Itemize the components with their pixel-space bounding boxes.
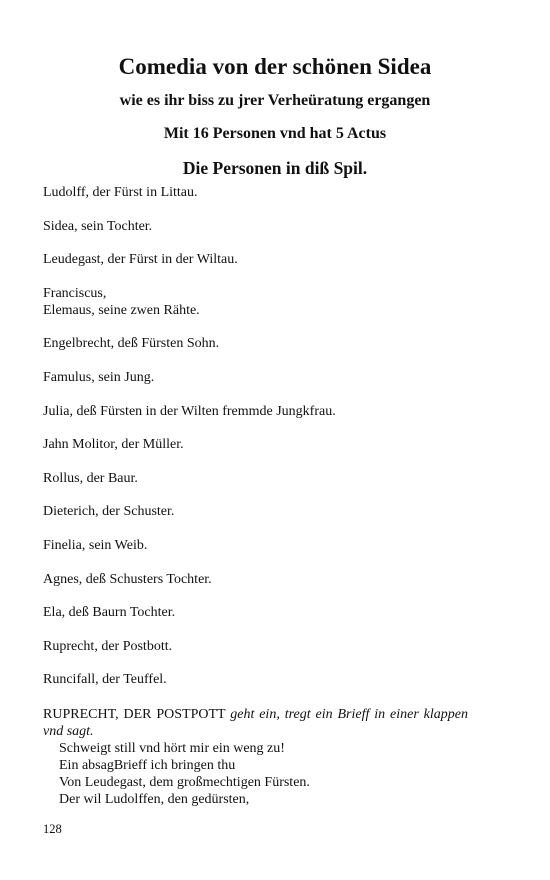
- speaker-name: RUPRECHT, DER POSTPOTT: [43, 707, 226, 722]
- verse-line: Schweigt still vnd hört mir ein weng zu!: [59, 741, 285, 756]
- person-line: Runcifall, der Teuffel.: [43, 672, 167, 688]
- verse-line: Ein absagBrieff ich bringen thu: [59, 758, 236, 773]
- person-line: Ludolff, der Fürst in Littau.: [43, 185, 198, 200]
- person-line: Ruprecht, der Postbott.: [43, 638, 173, 654]
- person-entry: [43, 369, 473, 386]
- person-entry: [43, 335, 473, 352]
- person-entry: [43, 571, 473, 588]
- persons-list: [43, 184, 473, 705]
- play-title: Comedia von der schönen Sidea: [118, 54, 432, 79]
- person-entry: [43, 638, 473, 655]
- verse-line: Von Leudegast, dem großmechtigen Fürsten.: [59, 775, 310, 790]
- person-line: Leudegast, der Fürst in der Wiltau.: [43, 252, 238, 268]
- cast-note: Mit 16 Personen vnd hat 5 Actus: [163, 125, 387, 142]
- person-line: Elemaus, seine zwen Rähte.: [43, 302, 200, 318]
- person-line: Famulus, sein Jung.: [43, 369, 155, 385]
- verse-line: Der wil Ludolffen, den gedürsten,: [59, 792, 250, 807]
- person-entry: [43, 671, 473, 688]
- person-entry: [43, 503, 473, 520]
- person-line: Ela, deß Baurn Tochter.: [43, 605, 176, 621]
- person-line: Franciscus,: [43, 285, 107, 301]
- person-entry: [43, 537, 473, 554]
- speech-heading: [43, 706, 468, 740]
- person-line: Sidea, sein Tochter.: [43, 218, 153, 234]
- person-entry: [43, 436, 473, 453]
- play-subtitle: wie es ihr biss zu jrer Verheüratung ergangen: [119, 92, 431, 109]
- page-number: 128: [43, 822, 62, 836]
- stage-direction: geht ein, tregt ein Brieff in einer klappen vnd sagt.: [43, 707, 469, 739]
- person-entry: [43, 285, 473, 319]
- scene-opening: [43, 706, 468, 808]
- person-line: Dieterich, der Schuster.: [43, 504, 175, 520]
- persons-heading: Die Personen in diß Spil.: [182, 158, 368, 178]
- person-line: Engelbrecht, deß Fürsten Sohn.: [43, 336, 220, 352]
- person-line: Rollus, der Baur.: [43, 470, 138, 486]
- person-entry: [43, 604, 473, 621]
- person-entry: [43, 470, 473, 487]
- person-entry: [43, 184, 473, 201]
- person-line: Finelia, sein Weib.: [43, 537, 148, 553]
- person-entry: [43, 218, 473, 235]
- person-entry: [43, 251, 473, 268]
- person-line: Jahn Molitor, der Müller.: [43, 437, 184, 453]
- person-line: Agnes, deß Schusters Tochter.: [43, 571, 212, 587]
- person-line: Julia, deß Fürsten in der Wilten fremmde Jungkfrau.: [43, 403, 336, 419]
- person-entry: [43, 403, 473, 420]
